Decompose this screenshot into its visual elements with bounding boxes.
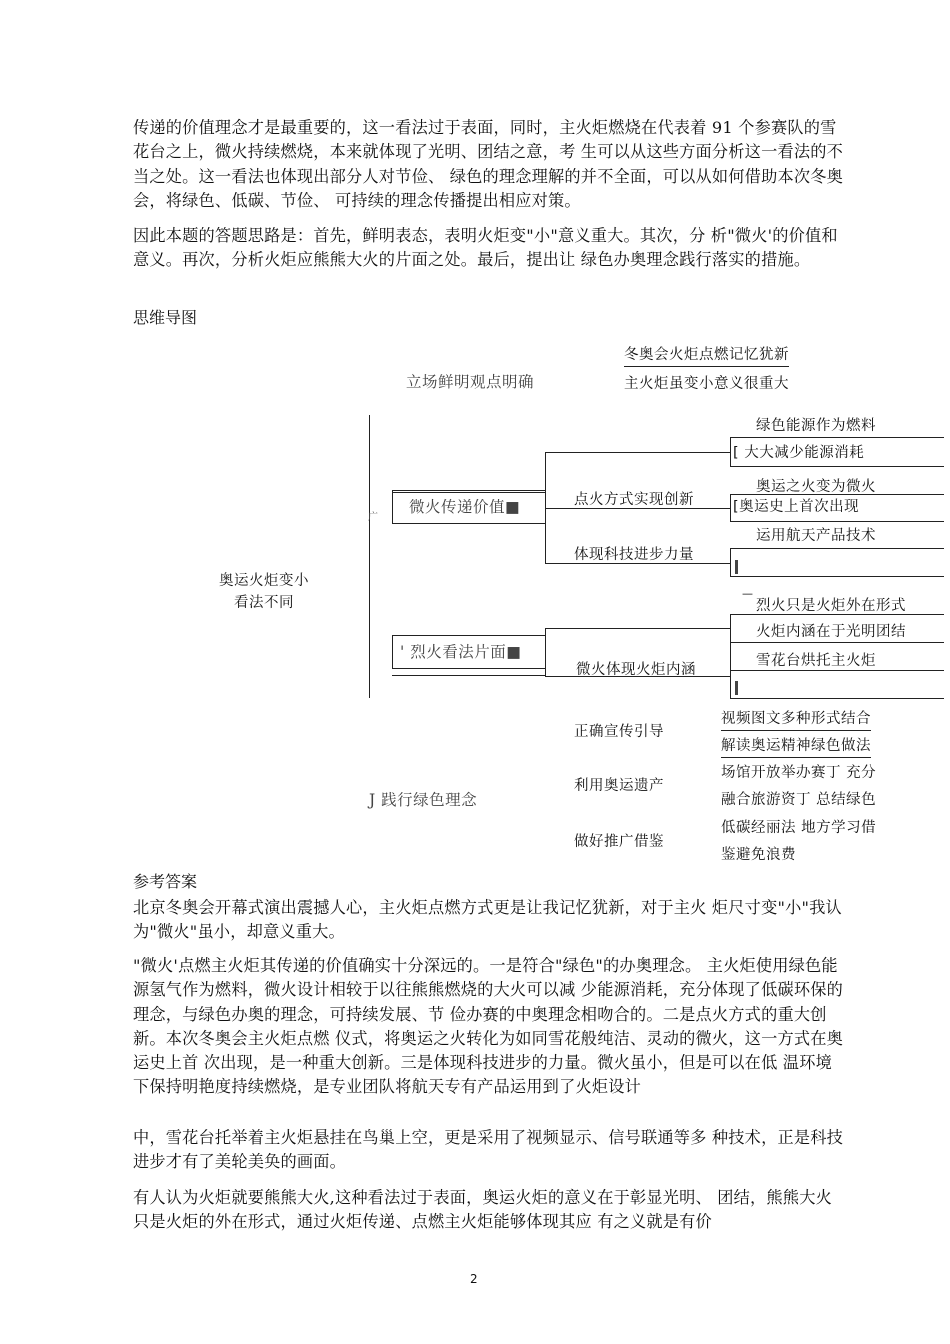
bracket-2 xyxy=(730,494,731,522)
bracket-4 xyxy=(730,614,731,698)
bracket-3-top xyxy=(730,548,944,549)
branch-4-sub-2: 利用奥运遗产 xyxy=(574,778,664,794)
branch-4-sub-1: 正确宣传引导 xyxy=(574,724,664,740)
branch-2-topline xyxy=(392,492,545,493)
branch-4-leaf-4: 融合旅游资丁 总结绿色 xyxy=(721,792,877,808)
branch-3-leaf-2: 火炬内涵在于光明团结 xyxy=(756,624,906,640)
branch-2-leaf-5: 运用航天产品技术 xyxy=(756,528,876,544)
paragraph-4b: 中，雪花台托举着主火炬悬挂在鸟巢上空，更是采用了视频显示、信号联通等多 种技术，正是科技进步才有了美轮美奂的画面。 xyxy=(133,1128,844,1172)
paragraph-5: 有人认为火炬就要熊熊大火,这种看法过于表面，奥运火炬的意义在于彰显光明、 团结，熊熊大火只是火炬的外在形式，通过火炬传递、点燃主火炬能够体现其应 有之义就是有价 xyxy=(133,1188,832,1232)
spine-line xyxy=(369,415,370,698)
paragraph-2: 因此本题的答题思路是：首先，鲜明表态，表明火炬变"小"意义重大。其次，分 析"微火'的价值和意义。再次，分析火炬应熊熊大火的片面之处。最后，提出让 绿色办奥理念践行落实的措施。 xyxy=(133,226,838,270)
branch-1-leaf-1: 冬奥会火炬点燃记忆犹新 xyxy=(624,345,789,367)
paragraph-1: 传递的价值理念才是最重要的，这一看法过于表面，同时，主火炬燃烧在代表着 91 个参赛队的雪花台之上，微火持续燃烧，本来就体现了光明、团结之意，考 生可以从这些方面分析这一看法的不当之处。这一看法也体现出部分人对节俭、 绿色的理念理解的并不全面，可以从如何借助本次冬奥会，将绿色、低碳、节俭、 可持续的理念传播提出相应对策。 xyxy=(133,118,844,210)
bracket-4-line-4 xyxy=(730,698,944,699)
branch-2-leaf-2: [ 大大减少能源消耗 xyxy=(733,445,865,461)
mindmap-heading: 思维导图 xyxy=(133,308,198,327)
branch-4-leaf-2: 解读奥运精神绿色做法 xyxy=(721,736,871,758)
branch-4-leaf-5: 低碳经丽法 地方学习借 xyxy=(721,820,877,836)
bracket-1-bottom xyxy=(730,466,944,467)
branch-3-bottomline xyxy=(392,675,545,676)
branch-3-vline xyxy=(545,628,546,676)
tick-mark-2 xyxy=(735,681,738,695)
branch-2-top-connector xyxy=(545,452,730,453)
branch-3-label: ' 烈火看法片面■ xyxy=(400,643,522,661)
stray-mark-1: 广 xyxy=(368,512,379,523)
branch-3-sub: 微火体现火炬内涵 xyxy=(576,662,696,678)
branch-4-leaf-3: 场馆开放举办赛丁 充分 xyxy=(721,765,877,781)
branch-4-label: J 践行绿色理念 xyxy=(369,791,478,809)
bracket-3 xyxy=(730,548,731,576)
branch-2-leaf-3: 奥运之火变为微火 xyxy=(756,479,876,495)
branch-1-label: 立场鲜明观点明确 xyxy=(406,373,535,391)
bracket-3-bottom xyxy=(730,576,944,577)
branch-4-sub-3: 做好推广借鉴 xyxy=(574,834,664,850)
branch-2-sub-1: 点火方式实现创新 xyxy=(574,492,694,508)
branch-2-leaf-1: 绿色能源作为燃料 xyxy=(756,416,876,438)
branch-4-leaf-6: 鉴避免浪费 xyxy=(721,847,796,863)
branch-2-label: 微火传递价值■ xyxy=(409,498,521,516)
bracket-1 xyxy=(730,437,731,467)
branch-3-leaf-1: 烈火只是火炬外在形式 xyxy=(756,598,906,614)
tick-mark xyxy=(735,560,738,574)
stray-mark-2: — xyxy=(742,587,754,600)
branch-4-leaf-1: 视频图文多种形式结合 xyxy=(721,709,871,731)
paragraph-4a: "微火'点燃主火炬其传递的价值确实十分深远的。一是符合"绿色"的办奥理念。 主火炬使用绿色能源氢气作为燃料，微火设计相较于以往熊熊燃烧的大火可以减 少能源消耗，充分体现了低碳环保的理念，与绿色办奥的理念，可持续发展、节 俭办赛的中奥理念相吻合的。二是点火方式的重大创新。本次冬奥会主火炬点燃 仪式，将奥运之火转化为如同雪花般纯洁、灵动的微火，这一方式在奥运史上首 次出现，是一种重大创新。三是体现科技进步的力量。微火虽小，但是可以在低 温环境下保持明艳度持续燃烧，是专业团队将航天专有产品运用到了火炬设计 xyxy=(133,956,844,1097)
mindmap-root: 奥运火炬变小 看法不同 xyxy=(219,573,309,611)
page-number: 2 xyxy=(470,1272,478,1286)
paragraph-3: 北京冬奥会开幕式演出震撼人心，主火炬点燃方式更是让我记忆犹新，对于主火 炬尺寸变"小"我认为"微火"虽小，却意义重大。 xyxy=(133,898,842,942)
branch-2-leaf-4: [奥运史上首次出现 xyxy=(733,499,860,515)
branch-1-leaf-2: 主火炬虽变小意义很重大 xyxy=(624,376,789,392)
bracket-2-bottom xyxy=(730,521,944,522)
branch-2-sub-2: 体现科技进步力量 xyxy=(574,547,694,563)
bracket-4-line-2 xyxy=(730,642,944,643)
branch-3-top-connector xyxy=(545,628,730,629)
branch-3-leaf-3: 雪花台烘托主火炬 xyxy=(756,653,876,669)
answer-heading: 参考答案 xyxy=(133,872,198,891)
